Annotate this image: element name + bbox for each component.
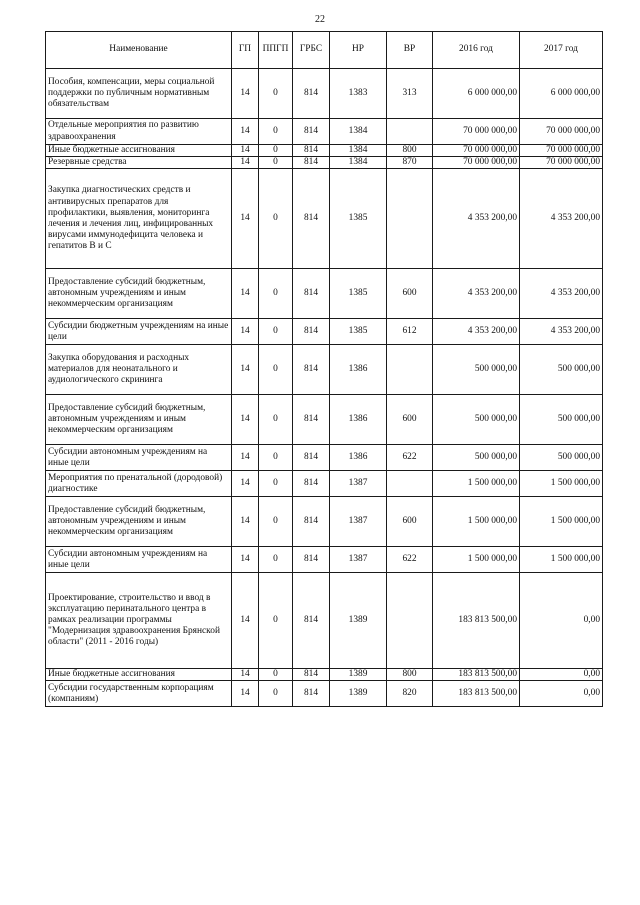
cell-ppgp: 0: [259, 547, 293, 573]
cell-2017: 70 000 000,00: [520, 157, 603, 169]
cell-ppgp: 0: [259, 157, 293, 169]
cell-vr: 800: [387, 669, 433, 681]
cell-2016: 500 000,00: [433, 345, 520, 395]
cell-np: 1384: [330, 157, 387, 169]
cell-name: Иные бюджетные ассигнования: [46, 145, 232, 157]
cell-2016: 183 813 500,00: [433, 573, 520, 669]
cell-np: 1386: [330, 395, 387, 445]
cell-2016: 1 500 000,00: [433, 547, 520, 573]
cell-2017: 1 500 000,00: [520, 471, 603, 497]
cell-vr: 612: [387, 319, 433, 345]
cell-2016: 6 000 000,00: [433, 69, 520, 119]
cell-name: Закупка оборудования и расходных материалов для неонатального и аудиологического скрининга: [46, 345, 232, 395]
cell-grbs: 814: [293, 69, 330, 119]
cell-grbs: 814: [293, 145, 330, 157]
cell-name: Предоставление субсидий бюджетным, автономным учреждениям и иным некоммерческим организациям: [46, 497, 232, 547]
cell-np: 1384: [330, 119, 387, 145]
cell-vr: 820: [387, 681, 433, 707]
cell-grbs: 814: [293, 319, 330, 345]
cell-2017: 0,00: [520, 669, 603, 681]
cell-2017: 4 353 200,00: [520, 319, 603, 345]
cell-name: Мероприятия по пренатальной (дородовой) диагностике: [46, 471, 232, 497]
cell-name: Отдельные мероприятия по развитию здравоохранения: [46, 119, 232, 145]
table-row: [46, 669, 603, 681]
cell-2016: 70 000 000,00: [433, 145, 520, 157]
cell-name: Закупка диагностических средств и антивирусных препаратов для профилактики, выявления, мониторинга лечения и лечения лиц, инфицированных вирусами иммунодефицита человека и гепатитов В и С: [46, 169, 232, 269]
cell-np: 1389: [330, 681, 387, 707]
cell-gp: 14: [232, 471, 259, 497]
cell-2017: 500 000,00: [520, 445, 603, 471]
cell-2017: 4 353 200,00: [520, 169, 603, 269]
table-row: [46, 497, 603, 547]
cell-gp: 14: [232, 269, 259, 319]
cell-grbs: 814: [293, 497, 330, 547]
cell-2017: 70 000 000,00: [520, 119, 603, 145]
cell-2017: 500 000,00: [520, 345, 603, 395]
table-row: [46, 547, 603, 573]
cell-2017: 0,00: [520, 681, 603, 707]
cell-vr: [387, 573, 433, 669]
cell-grbs: 814: [293, 471, 330, 497]
cell-2016: 4 353 200,00: [433, 169, 520, 269]
table-row: [46, 573, 603, 669]
cell-np: 1389: [330, 669, 387, 681]
cell-gp: 14: [232, 547, 259, 573]
cell-ppgp: 0: [259, 269, 293, 319]
cell-vr: [387, 169, 433, 269]
table-row: [46, 395, 603, 445]
header-np: НР: [330, 32, 387, 69]
cell-vr: 870: [387, 157, 433, 169]
cell-name: Пособия, компенсации, меры социальной поддержки по публичным нормативным обязательствам: [46, 69, 232, 119]
cell-ppgp: 0: [259, 573, 293, 669]
table-row: [46, 319, 603, 345]
table-row: [46, 69, 603, 119]
cell-grbs: 814: [293, 119, 330, 145]
cell-ppgp: 0: [259, 319, 293, 345]
cell-grbs: 814: [293, 669, 330, 681]
cell-name: Резервные средства: [46, 157, 232, 169]
cell-vr: 600: [387, 497, 433, 547]
cell-np: 1384: [330, 145, 387, 157]
table-row: [46, 169, 603, 269]
cell-gp: 14: [232, 345, 259, 395]
cell-np: 1387: [330, 497, 387, 547]
cell-ppgp: 0: [259, 169, 293, 269]
page-number: 22: [315, 14, 325, 25]
cell-name: Субсидии автономным учреждениям на иные цели: [46, 445, 232, 471]
table-row: [46, 269, 603, 319]
cell-2016: 70 000 000,00: [433, 119, 520, 145]
cell-vr: 600: [387, 269, 433, 319]
cell-vr: [387, 119, 433, 145]
cell-ppgp: 0: [259, 395, 293, 445]
cell-ppgp: 0: [259, 471, 293, 497]
header-2016: 2016 год: [433, 32, 520, 69]
header-vr: ВР: [387, 32, 433, 69]
cell-ppgp: 0: [259, 345, 293, 395]
cell-name: Проектирование, строительство и ввод в эксплуатацию перинатального центра в рамках реализации программы "Модернизация здравоохранения Брянской области" (2011 - 2016 годы): [46, 573, 232, 669]
cell-grbs: 814: [293, 573, 330, 669]
cell-vr: [387, 471, 433, 497]
cell-name: Предоставление субсидий бюджетным, автономным учреждениям и иным некоммерческим организациям: [46, 395, 232, 445]
table-row: [46, 119, 603, 145]
cell-name: Предоставление субсидий бюджетным, автономным учреждениям и иным некоммерческим организациям: [46, 269, 232, 319]
cell-grbs: 814: [293, 269, 330, 319]
cell-np: 1385: [330, 169, 387, 269]
cell-name: Субсидии бюджетным учреждениям на иные цели: [46, 319, 232, 345]
cell-np: 1386: [330, 345, 387, 395]
cell-2016: 500 000,00: [433, 445, 520, 471]
cell-ppgp: 0: [259, 69, 293, 119]
header-name: Наименование: [46, 32, 232, 69]
cell-grbs: 814: [293, 345, 330, 395]
cell-gp: 14: [232, 319, 259, 345]
cell-2017: 1 500 000,00: [520, 497, 603, 547]
cell-np: 1385: [330, 319, 387, 345]
cell-vr: 600: [387, 395, 433, 445]
cell-gp: 14: [232, 573, 259, 669]
cell-np: 1387: [330, 547, 387, 573]
cell-gp: 14: [232, 445, 259, 471]
cell-gp: 14: [232, 681, 259, 707]
cell-ppgp: 0: [259, 681, 293, 707]
cell-vr: 622: [387, 547, 433, 573]
cell-vr: 622: [387, 445, 433, 471]
cell-grbs: 814: [293, 169, 330, 269]
cell-ppgp: 0: [259, 445, 293, 471]
cell-gp: 14: [232, 119, 259, 145]
cell-2016: 500 000,00: [433, 395, 520, 445]
cell-2016: 183 813 500,00: [433, 681, 520, 707]
cell-grbs: 814: [293, 681, 330, 707]
cell-grbs: 814: [293, 547, 330, 573]
cell-2016: 1 500 000,00: [433, 471, 520, 497]
cell-np: 1383: [330, 69, 387, 119]
cell-name: Субсидии государственным корпорациям (компаниям): [46, 681, 232, 707]
cell-np: 1389: [330, 573, 387, 669]
cell-2016: 1 500 000,00: [433, 497, 520, 547]
cell-gp: 14: [232, 497, 259, 547]
table-row: [46, 157, 603, 169]
cell-vr: [387, 345, 433, 395]
cell-2016: 70 000 000,00: [433, 157, 520, 169]
table-header-row: [46, 32, 603, 69]
table-row: [46, 445, 603, 471]
cell-2016: 4 353 200,00: [433, 319, 520, 345]
cell-gp: 14: [232, 145, 259, 157]
cell-gp: 14: [232, 157, 259, 169]
cell-2017: 70 000 000,00: [520, 145, 603, 157]
cell-grbs: 814: [293, 395, 330, 445]
cell-2017: 0,00: [520, 573, 603, 669]
cell-np: 1386: [330, 445, 387, 471]
cell-name: Иные бюджетные ассигнования: [46, 669, 232, 681]
cell-2017: 6 000 000,00: [520, 69, 603, 119]
cell-grbs: 814: [293, 445, 330, 471]
table-row: [46, 145, 603, 157]
cell-vr: 800: [387, 145, 433, 157]
cell-2016: 183 813 500,00: [433, 669, 520, 681]
cell-ppgp: 0: [259, 145, 293, 157]
cell-ppgp: 0: [259, 119, 293, 145]
cell-np: 1385: [330, 269, 387, 319]
cell-2017: 1 500 000,00: [520, 547, 603, 573]
table-row: [46, 345, 603, 395]
cell-2016: 4 353 200,00: [433, 269, 520, 319]
cell-2017: 4 353 200,00: [520, 269, 603, 319]
header-2017: 2017 год: [520, 32, 603, 69]
cell-grbs: 814: [293, 157, 330, 169]
header-grbs: ГРБС: [293, 32, 330, 69]
table-row: [46, 471, 603, 497]
cell-gp: 14: [232, 169, 259, 269]
cell-gp: 14: [232, 669, 259, 681]
budget-table: [45, 31, 603, 707]
cell-vr: 313: [387, 69, 433, 119]
cell-gp: 14: [232, 69, 259, 119]
cell-gp: 14: [232, 395, 259, 445]
cell-name: Субсидии автономным учреждениям на иные цели: [46, 547, 232, 573]
table-row: [46, 681, 603, 707]
cell-ppgp: 0: [259, 669, 293, 681]
cell-np: 1387: [330, 471, 387, 497]
header-gp: ГП: [232, 32, 259, 69]
cell-2017: 500 000,00: [520, 395, 603, 445]
cell-ppgp: 0: [259, 497, 293, 547]
header-ppgp: ППГП: [259, 32, 293, 69]
